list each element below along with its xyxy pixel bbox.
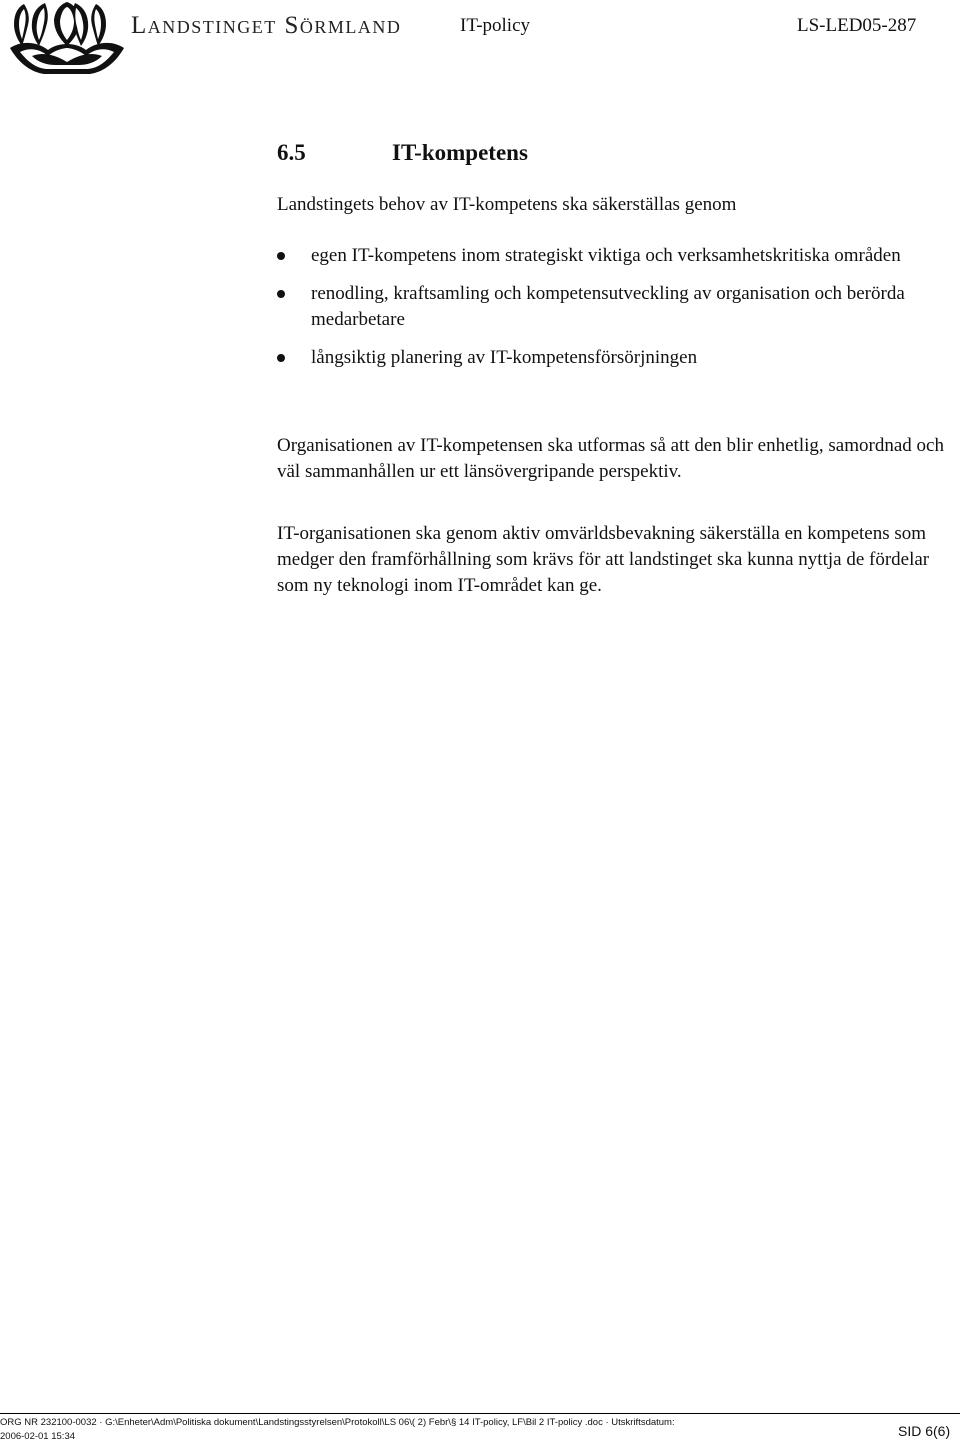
section-number: 6.5 xyxy=(277,140,306,165)
bullet-icon xyxy=(277,354,285,362)
footer-divider xyxy=(0,1413,960,1414)
list-item-text: långsiktig planering av IT-kompetensförsörjningen xyxy=(311,347,698,368)
page-number: SID 6(6) xyxy=(898,1423,951,1439)
body-paragraph: Organisationen av IT-kompetensen ska utformas så att den blir enhetlig, samordnad och väl sammanhållen ur ett länsövergripande perspektiv. xyxy=(277,435,944,482)
bullet-list xyxy=(277,243,947,383)
lotus-logo-icon xyxy=(8,0,126,76)
bullet-icon xyxy=(277,290,285,298)
footer-document-info: ORG NR 232100-0032 · G:\Enheter\Adm\Politiska dokument\Landstingsstyrelsen\Protokoll\LS 06\( 2) Febr\§ 14 IT-policy, LF\Bil 2 IT-policy .doc · Utskriftsdatum: 2006-02-01 15:34 xyxy=(0,1417,675,1442)
bullet-icon xyxy=(277,252,285,260)
list-item-text: renodling, kraftsamling och kompetensutveckling av organisation och berörda medarbetare xyxy=(311,283,905,330)
document-type: IT-policy xyxy=(460,15,531,36)
intro-paragraph: Landstingets behov av IT-kompetens ska säkerställas genom xyxy=(277,194,737,215)
list-item xyxy=(277,281,947,333)
list-item-text: egen IT-kompetens inom strategiskt viktiga och verksamhetskritiska områden xyxy=(311,245,901,266)
body-paragraph: IT-organisationen ska genom aktiv omvärldsbevakning säkerställa en kompetens som medger den framförhållning som krävs för att landstinget ska kunna nyttja de fördelar som ny teknologi inom IT-området kan ge. xyxy=(277,523,930,596)
organization-name: Landstinget Sörmland xyxy=(131,12,402,39)
section-title: IT-kompetens xyxy=(392,140,528,165)
list-item xyxy=(277,345,947,371)
document-id: LS-LED05-287 xyxy=(797,15,917,36)
list-item xyxy=(277,243,947,269)
